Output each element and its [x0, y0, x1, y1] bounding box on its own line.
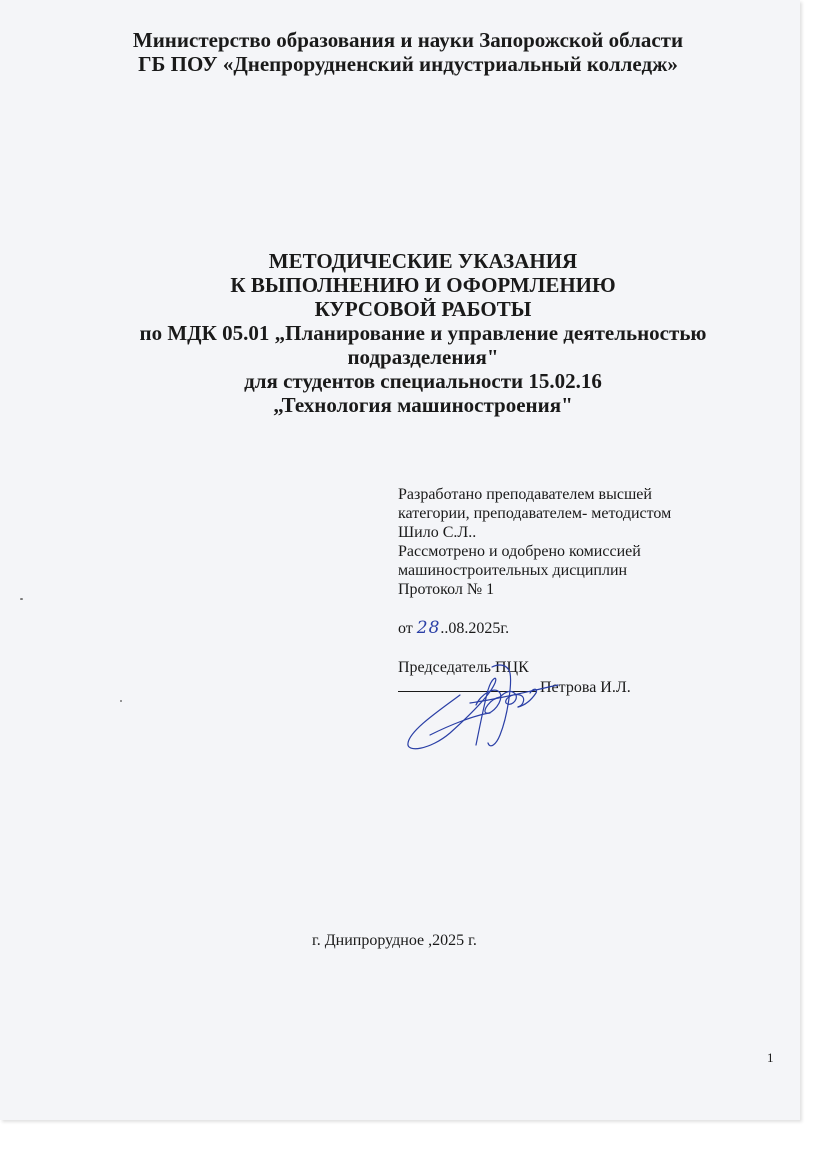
document-title	[0, 249, 816, 417]
chairman-title: Председатель ПЦК	[398, 659, 529, 676]
date-handwritten: 28	[416, 618, 441, 638]
protocol-number: Протокол № 1	[398, 581, 495, 598]
developer-line-2: категории, преподавателем- методистом	[398, 505, 672, 522]
city-year: г. Днипрорудное ,2025 г.	[312, 932, 477, 949]
date-prefix: от	[398, 620, 417, 637]
review-line-1: Рассмотрено и одобрено комиссией	[398, 543, 641, 560]
title-line-1: МЕТОДИЧЕСКИЕ УКАЗАНИЯ	[268, 249, 578, 273]
institution-header	[0, 28, 816, 76]
title-line-7: „Технология машиностроения"	[273, 393, 573, 417]
date-suffix: ..08.2025г.	[440, 620, 510, 637]
title-line-6: для студентов специальности 15.02.16	[244, 369, 602, 393]
title-line-2: К ВЫПОЛНЕНИЮ И ОФОРМЛЕНИЮ	[230, 273, 616, 297]
developer-line-1: Разработано преподавателем высшей	[398, 486, 652, 503]
protocol-date	[398, 619, 798, 638]
handwritten-signature	[400, 655, 565, 755]
developer-name: Шило С.Л..	[398, 524, 477, 541]
scan-speck	[120, 700, 122, 702]
title-line-3: КУРСОВОЙ РАБОТЫ	[314, 297, 532, 321]
page-number: 1	[767, 1050, 774, 1065]
review-line-2: машиностроительных дисциплин	[398, 562, 628, 579]
scan-speck	[20, 598, 23, 600]
ministry-line: Министерство образования и науки Запорожской области	[132, 28, 684, 52]
chairman-name: Петрова И.Л.	[536, 679, 631, 696]
title-line-4: по МДК 05.01 „Планирование и управление деятельностью	[139, 321, 707, 345]
college-line: ГБ ПОУ «Днепрорудненский индустриальный колледж»	[138, 52, 678, 76]
title-line-5: подразделения"	[347, 345, 499, 369]
